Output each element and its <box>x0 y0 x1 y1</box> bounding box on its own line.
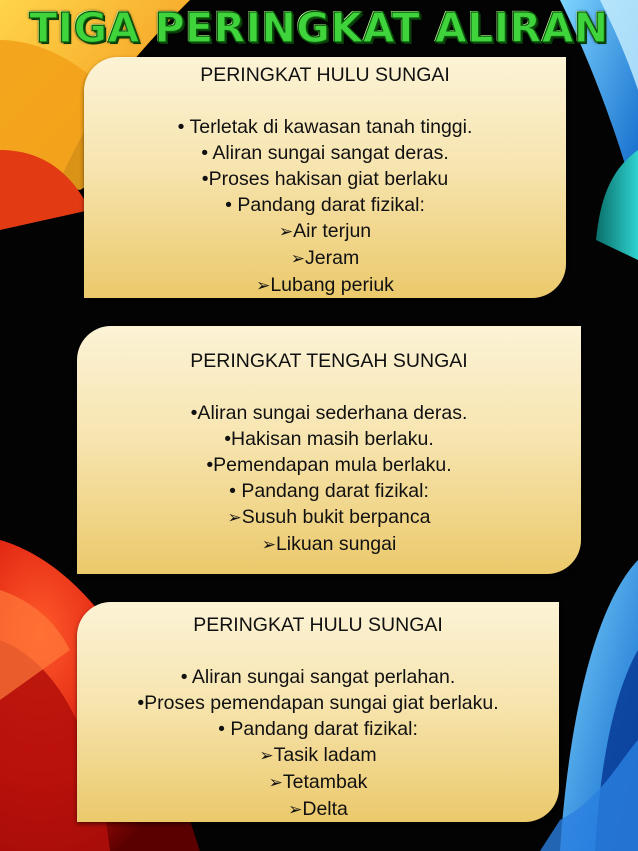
landform-item: ➢Delta <box>288 798 348 820</box>
point-item: •Aliran sungai sederhana deras. <box>190 402 468 424</box>
section-points <box>77 664 559 823</box>
point-item: • Aliran sungai sangat deras. <box>201 142 449 164</box>
arrow-bullet-icon: ➢ <box>259 746 274 765</box>
point-item: • Pandang darat fizikal: <box>229 480 429 502</box>
section-card-middle <box>77 326 581 574</box>
landform-item: ➢Tasik ladam <box>259 744 377 766</box>
point-item: •Proses hakisan giat berlaku <box>201 168 449 190</box>
section-points <box>84 114 566 299</box>
point-item: • Aliran sungai sangat perlahan. <box>180 666 456 688</box>
section-points <box>77 400 581 558</box>
section-heading: PERINGKAT HULU SUNGAI <box>193 614 443 636</box>
landform-item: ➢Likuan sungai <box>261 533 397 555</box>
point-item: • Terletak di kawasan tanah tinggi. <box>177 116 473 138</box>
point-item: •Hakisan masih berlaku. <box>224 428 434 450</box>
landform-item: ➢Jeram <box>290 247 360 269</box>
section-card-upper <box>84 57 566 298</box>
arrow-bullet-icon: ➢ <box>268 773 283 792</box>
section-heading: PERINGKAT HULU SUNGAI <box>200 64 450 86</box>
point-item: • Pandang darat fizikal: <box>225 194 425 216</box>
section-card-lower <box>77 602 559 822</box>
arrow-bullet-icon: ➢ <box>256 276 271 295</box>
arrow-bullet-icon: ➢ <box>261 535 276 554</box>
landform-item: ➢Tetambak <box>268 771 368 793</box>
landform-item: ➢Lubang periuk <box>256 274 394 296</box>
landform-item: ➢Air terjun <box>278 220 372 242</box>
arrow-bullet-icon: ➢ <box>278 222 294 241</box>
arrow-bullet-icon: ➢ <box>227 508 242 527</box>
point-item: •Proses pemendapan sungai giat berlaku. <box>137 692 499 714</box>
arrow-bullet-icon: ➢ <box>290 249 306 268</box>
point-item: • Pandang darat fizikal: <box>218 718 418 740</box>
landform-item: ➢Susuh bukit berpanca <box>227 506 431 528</box>
section-heading: PERINGKAT TENGAH SUNGAI <box>190 350 468 372</box>
arrow-bullet-icon: ➢ <box>288 800 303 819</box>
slide-title: TIGA PERINGKAT ALIRAN <box>29 4 609 52</box>
point-item: •Pemendapan mula berlaku. <box>206 454 452 476</box>
